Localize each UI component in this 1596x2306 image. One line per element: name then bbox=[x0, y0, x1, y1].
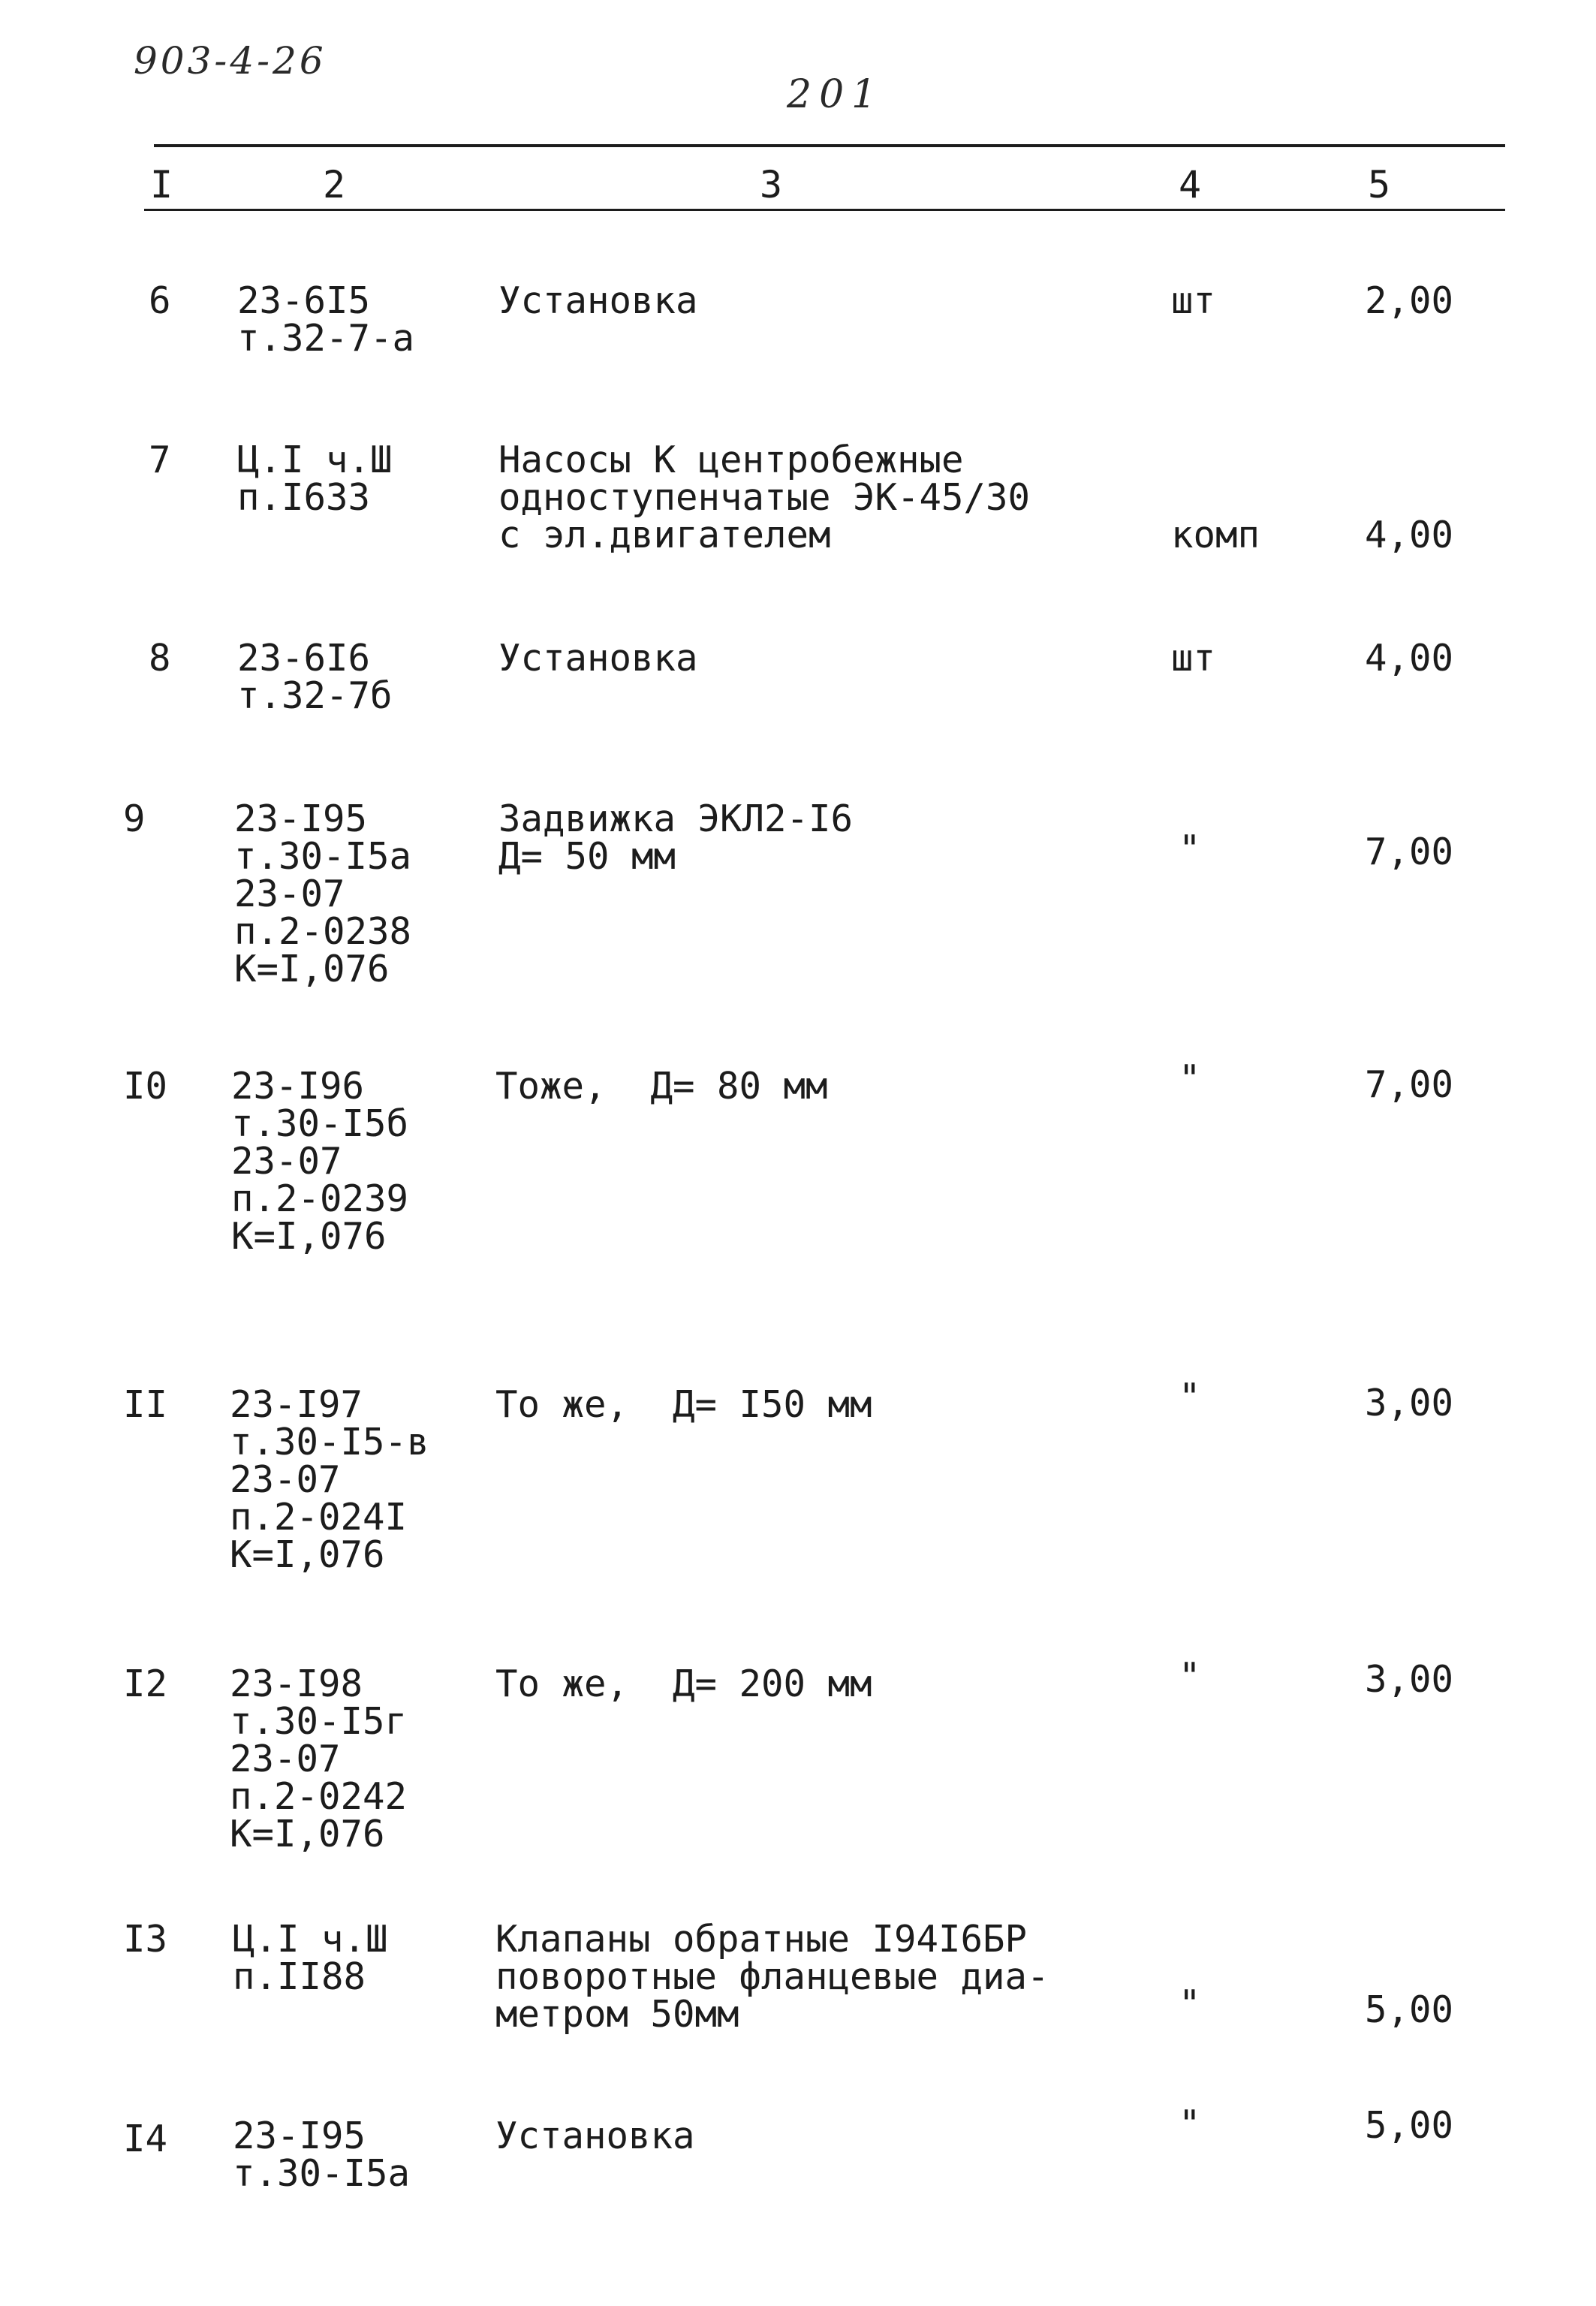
column-header-2: 2 bbox=[323, 163, 346, 206]
row-quantity: 7,00 bbox=[1365, 1063, 1454, 1106]
row-unit: " bbox=[1179, 2103, 1201, 2145]
row-quantity: 4,00 bbox=[1365, 514, 1454, 556]
column-header-4: 4 bbox=[1179, 163, 1202, 206]
row-description: То же, Д= I50 мм bbox=[495, 1383, 872, 1426]
row-reference: 23-I95 bbox=[233, 2115, 366, 2157]
row-reference: 23-07 bbox=[231, 1140, 342, 1183]
row-reference: п.II88 bbox=[233, 1955, 366, 1998]
row-reference: 23-07 bbox=[234, 873, 345, 915]
row-number: I3 bbox=[123, 1918, 168, 1961]
row-reference: К=I,076 bbox=[230, 1533, 385, 1576]
header-rule-bottom bbox=[144, 209, 1505, 211]
row-reference: п.2-024I bbox=[230, 1496, 408, 1539]
row-description: Тоже, Д= 80 мм bbox=[495, 1065, 828, 1108]
row-reference: 23-I95 bbox=[234, 797, 368, 840]
row-number: I2 bbox=[123, 1662, 168, 1705]
row-unit: шт bbox=[1171, 637, 1216, 680]
row-number: 7 bbox=[149, 439, 171, 481]
row-unit: шт bbox=[1171, 279, 1216, 322]
row-reference: п.I633 bbox=[237, 476, 371, 519]
row-unit: " bbox=[1179, 1057, 1201, 1100]
row-quantity: 3,00 bbox=[1365, 1382, 1454, 1424]
row-quantity: 7,00 bbox=[1365, 830, 1454, 873]
row-description: Клапаны обратные I94I6БР bbox=[495, 1918, 1028, 1961]
row-reference: т.30-I5-в bbox=[230, 1421, 429, 1463]
row-unit: комп bbox=[1171, 514, 1260, 556]
row-unit: " bbox=[1179, 1982, 1201, 2025]
row-reference: 23-6I5 bbox=[237, 279, 371, 322]
column-header-3: 3 bbox=[760, 163, 783, 206]
row-reference: 23-6I6 bbox=[237, 637, 371, 680]
row-quantity: 5,00 bbox=[1365, 2104, 1454, 2147]
row-reference: т.30-I5б bbox=[231, 1102, 409, 1145]
row-reference: К=I,076 bbox=[234, 948, 390, 990]
header-rule-top bbox=[154, 144, 1505, 147]
row-description: метром 50мм bbox=[495, 1993, 739, 2036]
row-number: I0 bbox=[123, 1065, 168, 1108]
document-code: 903-4-26 bbox=[134, 39, 327, 83]
row-reference: 23-I97 bbox=[230, 1383, 363, 1426]
row-reference: п.2-0242 bbox=[230, 1775, 408, 1818]
row-unit: " bbox=[1179, 1655, 1201, 1698]
row-reference: т.32-7б bbox=[237, 674, 393, 717]
row-description: Установка bbox=[495, 2115, 695, 2157]
row-reference: п.2-0238 bbox=[234, 910, 412, 953]
page-number: 201 bbox=[787, 72, 884, 117]
row-quantity: 3,00 bbox=[1365, 1658, 1454, 1701]
column-header-5: 5 bbox=[1368, 163, 1391, 206]
row-reference: 23-I98 bbox=[230, 1662, 363, 1705]
row-reference: К=I,076 bbox=[230, 1813, 385, 1855]
row-reference: Ц.I ч.Ш bbox=[237, 439, 393, 481]
row-number: II bbox=[123, 1383, 168, 1426]
row-description: Д= 50 мм bbox=[498, 835, 676, 878]
row-reference: т.30-I5а bbox=[233, 2152, 411, 2195]
row-quantity: 2,00 bbox=[1365, 279, 1454, 322]
row-description: с эл.двигателем bbox=[498, 514, 831, 556]
row-reference: п.2-0239 bbox=[231, 1177, 409, 1220]
column-header-1: I bbox=[150, 163, 173, 206]
row-description: Установка bbox=[498, 279, 698, 322]
row-number: 9 bbox=[123, 797, 146, 840]
row-description: Установка bbox=[498, 637, 698, 680]
row-reference: 23-07 bbox=[230, 1738, 341, 1780]
row-unit: " bbox=[1179, 827, 1201, 870]
row-reference: К=I,076 bbox=[231, 1215, 387, 1258]
row-reference: Ц.I ч.Ш bbox=[233, 1918, 388, 1961]
row-number: 8 bbox=[149, 637, 171, 680]
row-reference: т.32-7-а bbox=[237, 317, 415, 360]
row-unit: " bbox=[1179, 1376, 1201, 1418]
row-reference: 23-I96 bbox=[231, 1065, 365, 1108]
row-quantity: 5,00 bbox=[1365, 1988, 1454, 2031]
row-number: 6 bbox=[149, 279, 171, 322]
row-description: То же, Д= 200 мм bbox=[495, 1662, 872, 1705]
row-description: одноступенчатые ЭК-45/30 bbox=[498, 476, 1031, 519]
row-quantity: 4,00 bbox=[1365, 637, 1454, 680]
row-description: Задвижка ЭКЛ2-I6 bbox=[498, 797, 854, 840]
row-reference: т.30-I5г bbox=[230, 1700, 408, 1743]
row-description: Насосы К центробежные bbox=[498, 439, 964, 481]
row-reference: т.30-I5а bbox=[234, 835, 412, 878]
row-description: поворотные фланцевые диа- bbox=[495, 1955, 1049, 1998]
row-number: I4 bbox=[123, 2118, 168, 2160]
row-reference: 23-07 bbox=[230, 1458, 341, 1501]
